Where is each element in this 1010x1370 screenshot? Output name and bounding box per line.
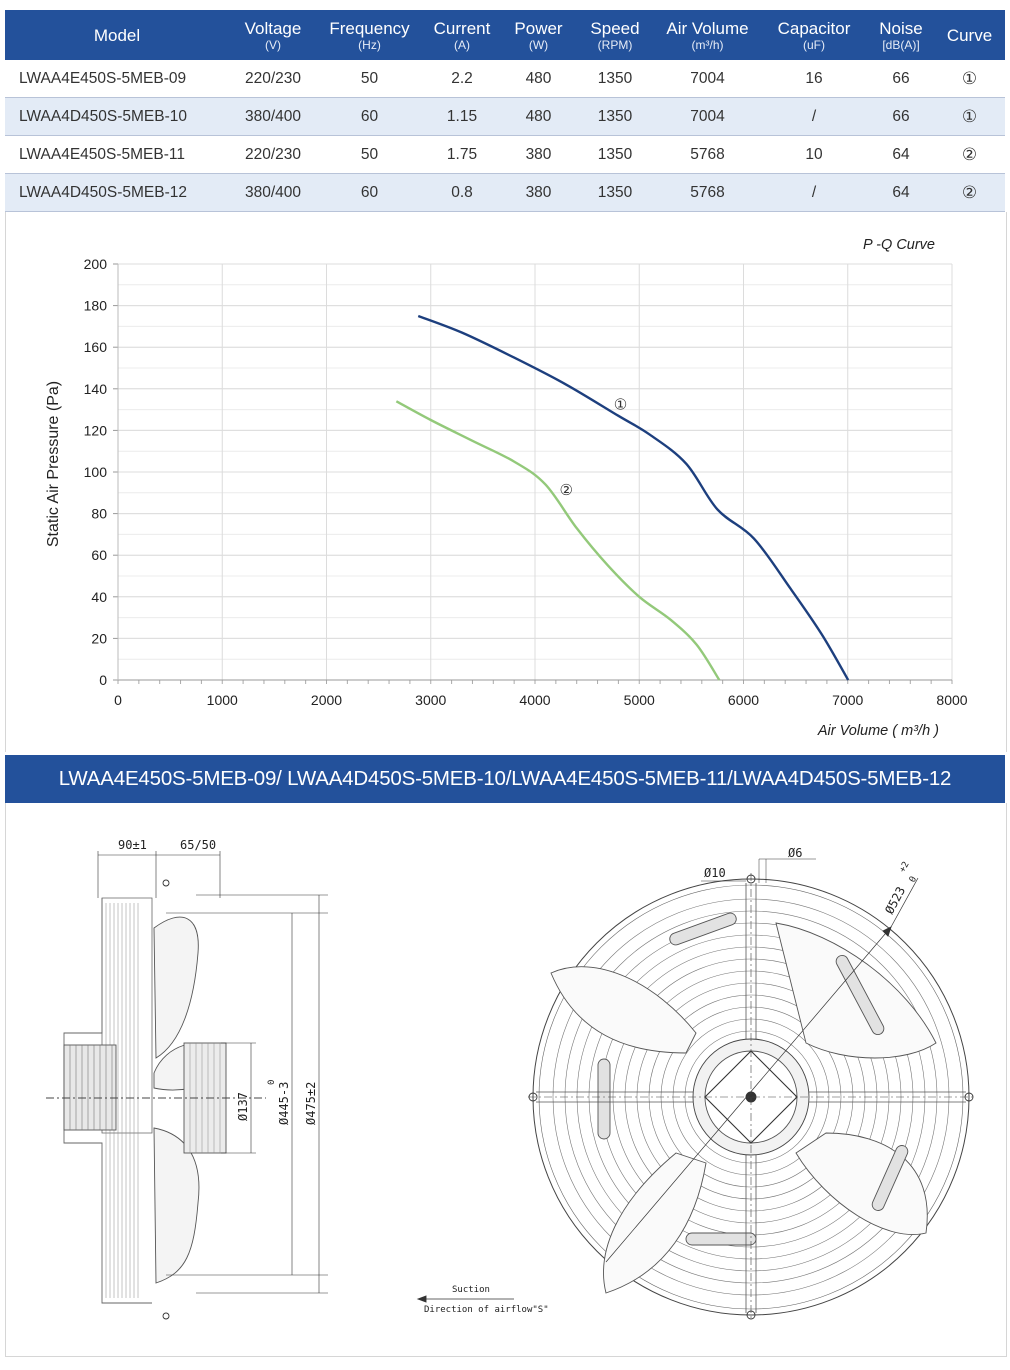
chart-grid [118, 264, 952, 680]
y-tick-label: 180 [83, 297, 107, 314]
airflow-arrow-head [418, 1296, 426, 1302]
table-row [5, 174, 1005, 212]
cell-speed: 1350 [575, 60, 655, 98]
cell-air-volume: 5768 [655, 136, 760, 174]
cell-air-volume: 7004 [655, 60, 760, 98]
cell-power: 480 [502, 60, 575, 98]
bolt-bottom [163, 1313, 169, 1319]
header-voltage: Voltage (V) [229, 10, 317, 60]
blade-slot [668, 911, 738, 946]
cell-capacitor: 16 [760, 60, 868, 98]
cell-frequency: 50 [317, 60, 422, 98]
x-tick-label: 3000 [415, 692, 447, 708]
dim-guard-diameter: Ø523 [882, 884, 909, 917]
drawing-svg [6, 803, 1006, 1356]
cell-curve: ② [934, 174, 1005, 212]
blade-slot [598, 1059, 610, 1139]
header-capacitor: Capacitor (uF) [760, 10, 868, 60]
cell-model: LWAA4E450S-5MEB-09 [5, 60, 229, 98]
cell-frequency: 60 [317, 174, 422, 212]
cell-voltage: 380/400 [229, 98, 317, 136]
dim-inner-tolerance: 0 [267, 1079, 277, 1085]
series-label: ② [559, 480, 574, 499]
front-blade [604, 1153, 706, 1293]
x-tick-label: 0 [114, 692, 122, 708]
pq-chart-svg [6, 212, 1006, 752]
cell-curve: ① [934, 60, 1005, 98]
blade-top [154, 917, 198, 1058]
cell-voltage: 380/400 [229, 174, 317, 212]
suction-label: Suction [452, 1285, 490, 1295]
y-tick-label: 200 [83, 256, 107, 272]
x-axis-title: Air Volume ( m³/h ) [817, 723, 939, 739]
blade-slot [686, 1233, 756, 1245]
dim-inner-diameter: Ø445-3 [277, 1081, 291, 1125]
cell-current: 1.15 [422, 98, 502, 136]
header-speed: Speed (RPM) [575, 10, 655, 60]
cell-capacitor: / [760, 98, 868, 136]
dim-guard-tol-upper: +2 [897, 860, 912, 875]
chart-axis [84, 256, 968, 708]
airflow-note [418, 1285, 549, 1315]
chart-series-group [396, 316, 848, 680]
y-tick-label: 0 [99, 672, 107, 688]
dim-hole-large: Ø10 [704, 866, 726, 880]
cell-noise: 64 [868, 136, 934, 174]
cell-voltage: 220/230 [229, 136, 317, 174]
dim-hub-diameter: Ø137 [236, 1092, 250, 1121]
cell-noise: 66 [868, 98, 934, 136]
x-tick-label: 4000 [519, 692, 551, 708]
cell-model: LWAA4D450S-5MEB-10 [5, 98, 229, 136]
cell-speed: 1350 [575, 174, 655, 212]
cell-speed: 1350 [575, 136, 655, 174]
header-air-volume: Air Volume (m³/h) [655, 10, 760, 60]
cell-air-volume: 5768 [655, 174, 760, 212]
x-tick-label: 1000 [206, 692, 238, 708]
spec-table [5, 10, 1005, 212]
y-tick-label: 160 [83, 339, 107, 356]
dim-hole-small: Ø6 [788, 846, 803, 860]
cell-frequency: 50 [317, 136, 422, 174]
chart-title: P -Q Curve [863, 237, 935, 253]
cell-capacitor: 10 [760, 136, 868, 174]
header-frequency: Frequency (Hz) [317, 10, 422, 60]
front-blade [796, 1133, 927, 1235]
dim-offset: 65/50 [180, 838, 217, 852]
cell-noise: 64 [868, 174, 934, 212]
table-header-row [5, 10, 1005, 60]
pq-chart [5, 212, 1007, 752]
airflow-direction-label: Direction of airflow"S" [424, 1305, 549, 1315]
side-view [46, 838, 328, 1319]
table-row [5, 136, 1005, 174]
cell-current: 1.75 [422, 136, 502, 174]
header-current: Current (A) [422, 10, 502, 60]
cell-speed: 1350 [575, 98, 655, 136]
models-banner: LWAA4E450S-5MEB-09/ LWAA4D450S-5MEB-10/LWAA4E450S-5MEB-11/LWAA4D450S-5MEB-12 [5, 755, 1005, 803]
front-blade [551, 967, 696, 1053]
bolt-top [163, 880, 169, 886]
table-row [5, 60, 1005, 98]
y-tick-label: 20 [91, 630, 107, 647]
y-tick-label: 60 [91, 547, 107, 564]
x-tick-label: 8000 [936, 692, 968, 708]
cell-voltage: 220/230 [229, 60, 317, 98]
x-tick-label: 7000 [832, 692, 864, 708]
cell-power: 380 [502, 136, 575, 174]
cell-curve: ② [934, 136, 1005, 174]
cell-current: 0.8 [422, 174, 502, 212]
cell-frequency: 60 [317, 98, 422, 136]
front-view [528, 846, 974, 1321]
header-model: Model [5, 10, 229, 60]
x-tick-label: 6000 [727, 692, 760, 708]
cell-capacitor: / [760, 174, 868, 212]
table-row [5, 98, 1005, 136]
cell-model: LWAA4D450S-5MEB-12 [5, 174, 229, 212]
dim-guard-tol-lower: 0 [907, 874, 920, 885]
cell-curve: ① [934, 98, 1005, 136]
cell-air-volume: 7004 [655, 98, 760, 136]
cell-current: 2.2 [422, 60, 502, 98]
cell-power: 380 [502, 174, 575, 212]
y-tick-label: 40 [91, 588, 107, 605]
dim-outer-diameter: Ø475±2 [304, 1081, 318, 1125]
x-tick-label: 5000 [623, 692, 655, 708]
header-power: Power (W) [502, 10, 575, 60]
technical-drawing [5, 803, 1007, 1357]
y-tick-label: 100 [83, 464, 107, 480]
cell-power: 480 [502, 98, 575, 136]
series-label: ① [613, 395, 628, 414]
y-tick-label: 80 [91, 505, 107, 522]
motor-body [64, 1045, 116, 1130]
dim-depth: 90±1 [118, 838, 147, 852]
cell-model: LWAA4E450S-5MEB-11 [5, 136, 229, 174]
series-line [418, 316, 848, 680]
header-noise: Noise [dB(A)] [868, 10, 934, 60]
y-tick-label: 120 [83, 422, 107, 439]
y-axis-title: Static Air Pressure (Pa) [45, 380, 62, 548]
header-curve: Curve [934, 10, 1005, 60]
x-tick-label: 2000 [310, 692, 343, 708]
cell-noise: 66 [868, 60, 934, 98]
y-tick-label: 140 [83, 380, 107, 397]
